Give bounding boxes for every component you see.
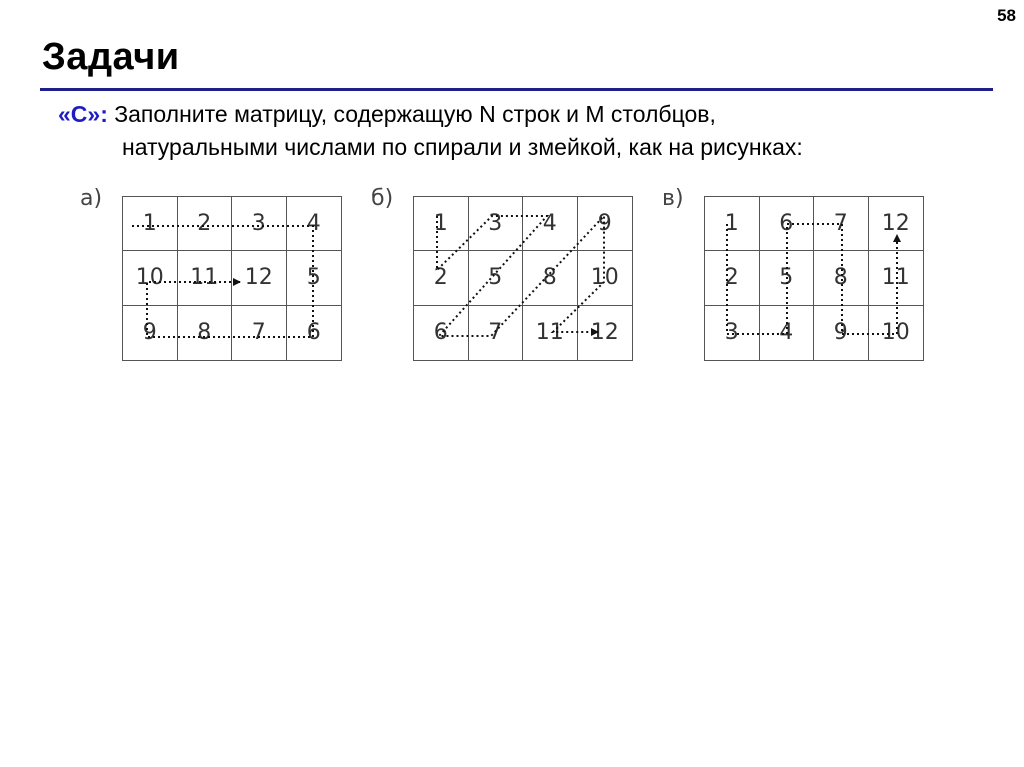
matrix-diagonal [413, 196, 633, 361]
matrix-snake [704, 196, 924, 361]
matrix-spiral [122, 196, 342, 361]
task-label: «C»: [58, 101, 108, 127]
task-line-2: натуральными числами по спирали и змейкой, как на рисунках: [122, 134, 803, 160]
matrix-cell: 12 [869, 197, 924, 251]
matrix-cell: 6 [760, 197, 815, 251]
matrix-cell: 5 [469, 251, 524, 305]
panel-label-v: в) [662, 186, 684, 211]
slide-title: Задачи [42, 36, 180, 78]
matrix-cell: 11 [178, 251, 233, 305]
matrix-cell: 12 [590, 320, 619, 346]
task-text [58, 98, 803, 164]
matrix-cell: 2 [414, 251, 469, 305]
slide-number: 58 [997, 6, 1016, 25]
matrix-cell: 2 [178, 197, 233, 251]
matrix-cell: 5 [760, 251, 815, 305]
matrix-cell: 3 [232, 197, 287, 251]
matrix-cell: 1 [414, 197, 469, 251]
matrix-cell: 7 [232, 306, 287, 360]
task-line-1: Заполните матрицу, содержащую N строк и M столбцов, [114, 101, 716, 127]
matrix-cell: 7 [469, 306, 524, 360]
matrix-cell: 8 [178, 306, 233, 360]
matrix-cell: 7 [814, 197, 869, 251]
matrix-cell: 1 [123, 197, 178, 251]
matrix-cell: 6 [414, 306, 469, 360]
matrix-cell: 8 [523, 251, 578, 305]
matrix-cell: 10 [578, 251, 633, 305]
title-divider [40, 88, 993, 91]
matrix-cell: 2 [705, 251, 760, 305]
matrix-cell: 4 [287, 197, 342, 251]
matrix-cell: 4 [760, 306, 815, 360]
panel-label-a: а) [80, 186, 103, 211]
matrix-cell: 9 [814, 306, 869, 360]
matrix-cell: 11 [869, 251, 924, 305]
matrix-cell: 10 [881, 320, 910, 346]
matrix-cell: 1 [705, 197, 760, 251]
matrix-cell: 10 [123, 251, 178, 305]
matrix-cell: 6 [306, 320, 321, 346]
matrix-cell: 12 [232, 251, 287, 305]
panel-label-b: б) [371, 186, 394, 211]
matrix-cell: 8 [814, 251, 869, 305]
matrix-cell: 11 [523, 306, 578, 360]
matrix-cell: 9 [578, 197, 633, 251]
matrix-cell: 3 [469, 197, 524, 251]
matrix-cell: 3 [705, 306, 760, 360]
matrix-cell: 4 [523, 197, 578, 251]
matrix-cell: 5 [287, 251, 342, 305]
matrix-cell: 9 [123, 306, 178, 360]
